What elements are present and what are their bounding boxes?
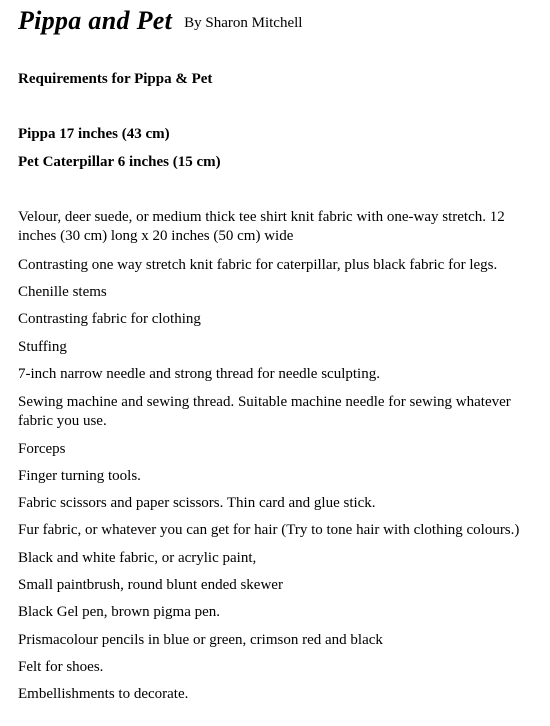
size-pet-caterpillar: Pet Caterpillar 6 inches (15 cm) <box>18 154 221 170</box>
material-item: Small paintbrush, round blunt ended skewer <box>18 577 283 593</box>
material-item: Contrasting fabric for clothing <box>18 311 201 327</box>
material-item: Prismacolour pencils in blue or green, crimson red and black <box>18 632 383 648</box>
material-item: Embellishments to decorate. <box>18 686 189 702</box>
requirements-heading: Requirements for Pippa & Pet <box>18 71 213 87</box>
material-item: Black and white fabric, or acrylic paint, <box>18 550 257 566</box>
document-author: By Sharon Mitchell <box>184 15 303 31</box>
material-item: Felt for shoes. <box>18 659 104 675</box>
material-item: Black Gel pen, brown pigma pen. <box>18 604 221 620</box>
document-header <box>18 6 302 36</box>
material-item: Stuffing <box>18 339 67 355</box>
material-item: Contrasting one way stretch knit fabric for caterpillar, plus black fabric for legs. <box>18 257 498 273</box>
document-title: Pippa and Pet <box>18 6 173 35</box>
material-item: Velour, deer suede, or medium thick tee shirt knit fabric with one-way stretch. 12 inches (30 cm) long x 20 inches (50 cm) wide <box>18 209 505 244</box>
material-item: Sewing machine and sewing thread. Suitable machine needle for sewing whatever fabric you use. <box>18 394 511 429</box>
size-pippa: Pippa 17 inches (43 cm) <box>18 126 170 142</box>
material-item: Fabric scissors and paper scissors. Thin card and glue stick. <box>18 495 376 511</box>
material-item: Forceps <box>18 441 66 457</box>
material-item: Chenille stems <box>18 284 107 300</box>
material-item: Fur fabric, or whatever you can get for hair (Try to tone hair with clothing colours.) <box>18 522 520 538</box>
material-item: Finger turning tools. <box>18 468 141 484</box>
material-item: 7-inch narrow needle and strong thread for needle sculpting. <box>18 366 380 382</box>
